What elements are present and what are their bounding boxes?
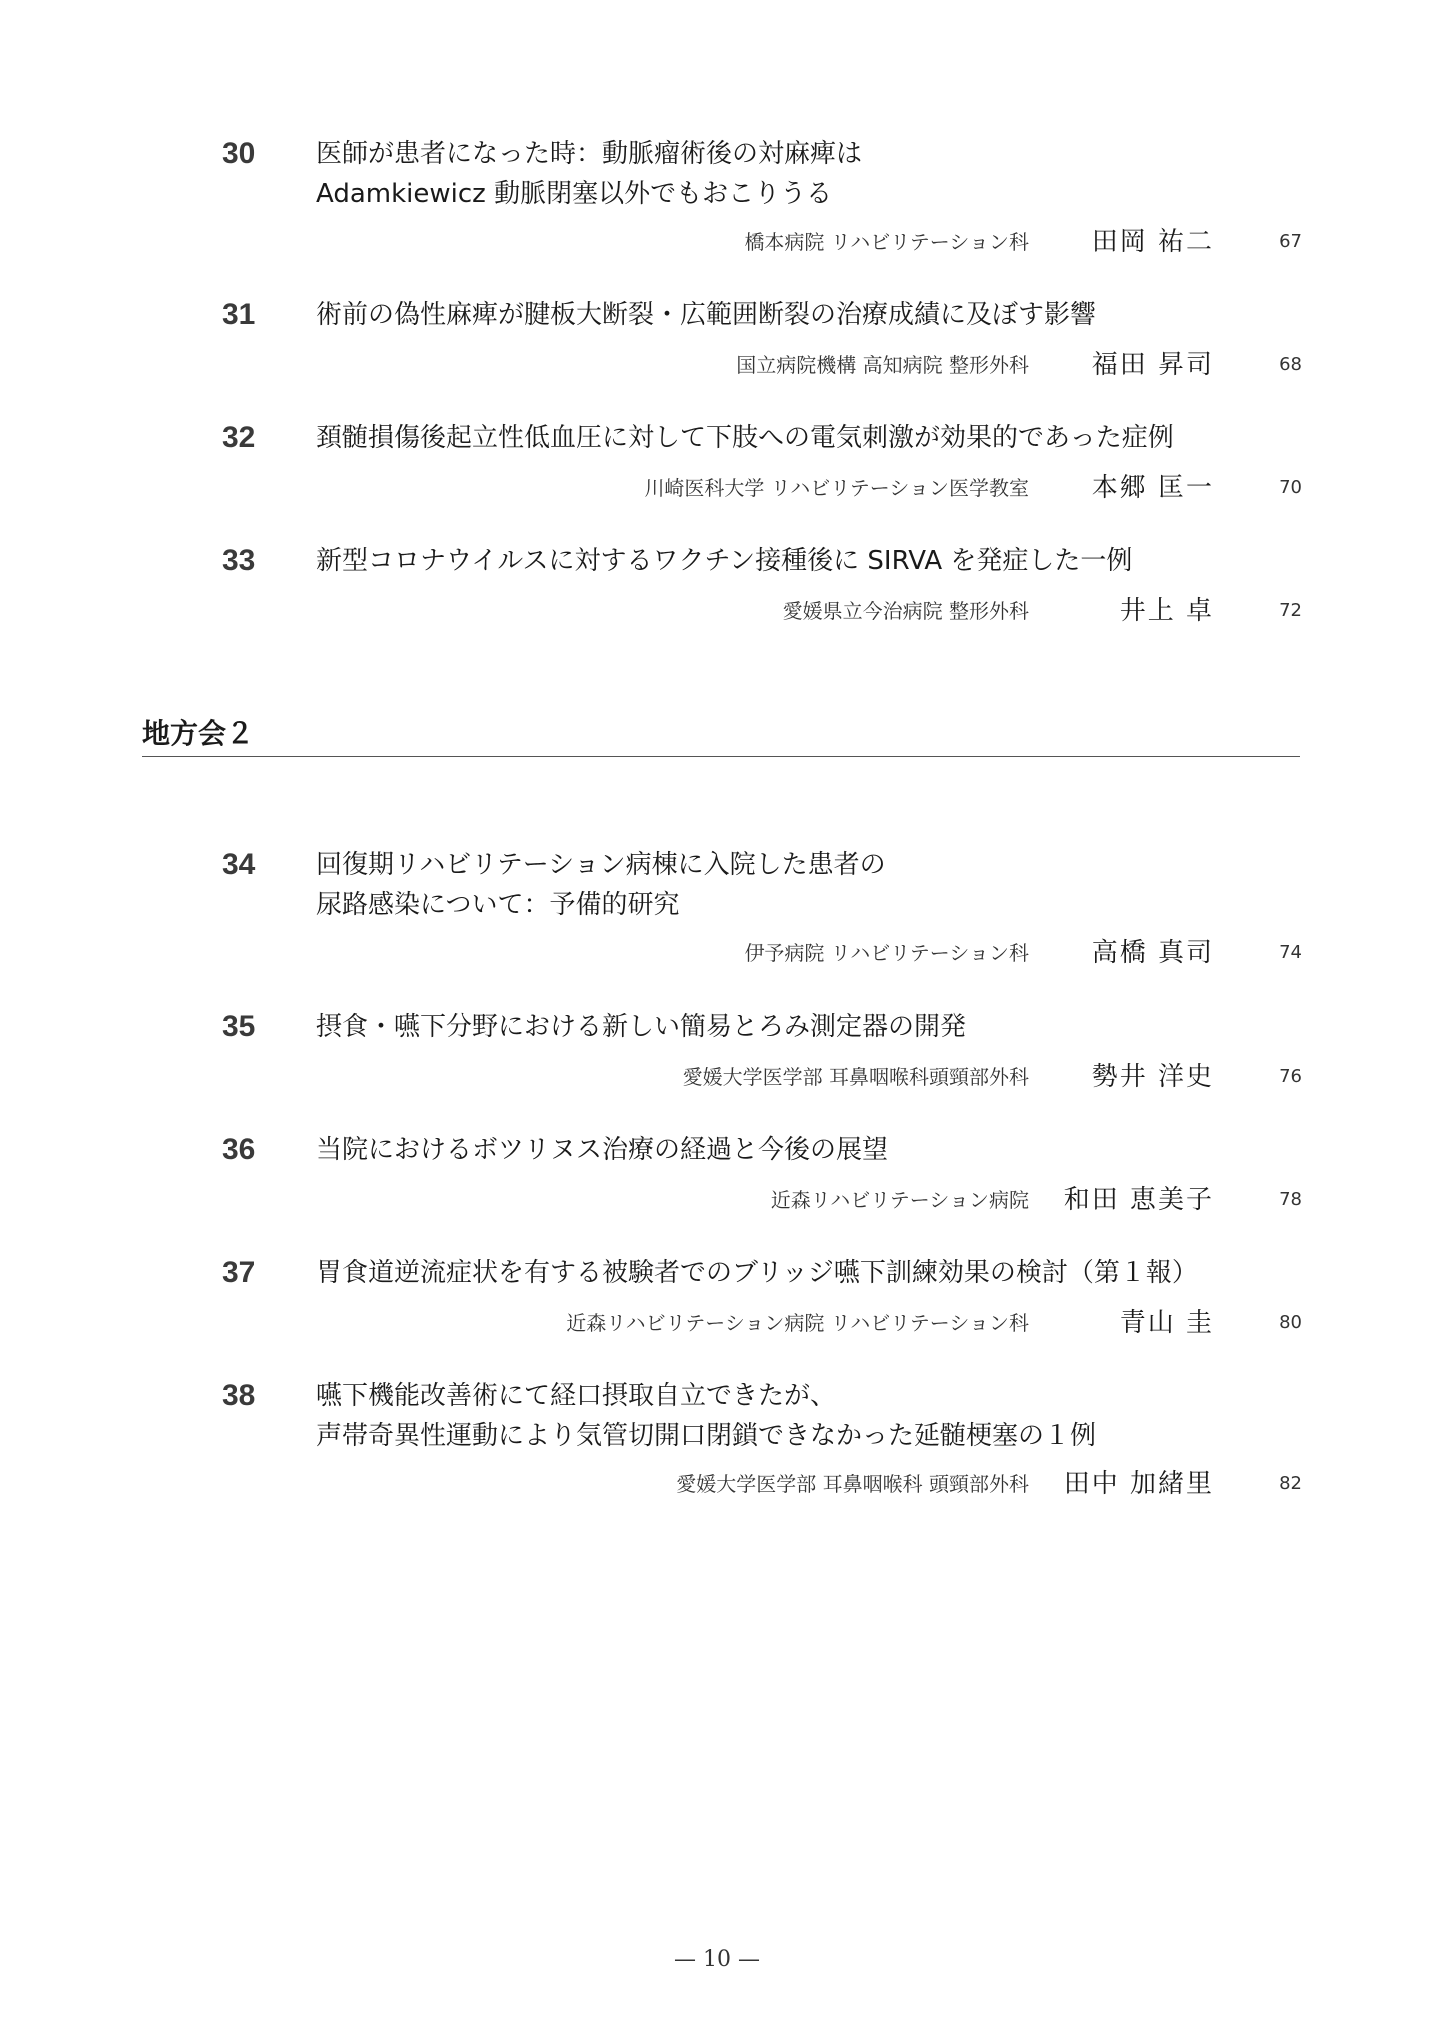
entry-title — [316, 1130, 1236, 1170]
entry-title-line: 頚髄損傷後起立性低血圧に対して下肢への電気刺激が効果的であった症例 — [316, 423, 1174, 453]
entry-number: 33 — [222, 544, 256, 577]
entry-meta — [0, 933, 1434, 973]
entry-author: 和田 恵美子 — [1063, 1185, 1214, 1215]
entry-author: 高橋 真司 — [1091, 938, 1214, 968]
entry-author: 青山 圭 — [1119, 1308, 1214, 1338]
entry-author: 田岡 祐二 — [1091, 227, 1214, 257]
entry-meta — [0, 1057, 1434, 1097]
entry-author: 本郷 匡一 — [1091, 473, 1214, 503]
entry-title — [316, 1007, 1236, 1047]
entry-meta — [0, 1303, 1434, 1343]
entry-title — [316, 845, 1236, 925]
entry-affiliation: 橋本病院 リハビリテーション科 — [744, 230, 1029, 254]
entry-title-line: 当院におけるボツリヌス治療の経過と今後の展望 — [316, 1135, 889, 1165]
entry-number: 31 — [222, 298, 256, 331]
entry-meta — [0, 468, 1434, 508]
entry-number: 34 — [222, 848, 256, 881]
entry-title-line: 嚥下機能改善術にて経口摂取自立できたが、 — [316, 1381, 837, 1411]
entry-title-line: 尿路感染について：予備的研究 — [316, 890, 680, 920]
entry-title-line: 声帯奇異性運動により気管切開口閉鎖できなかった延髄梗塞の１例 — [316, 1421, 1097, 1451]
entry-title — [316, 541, 1236, 581]
entry-title — [316, 295, 1236, 335]
entry-number: 30 — [222, 137, 256, 170]
entry-number: 32 — [222, 421, 256, 454]
entry-number: 35 — [222, 1010, 256, 1043]
entry-meta — [0, 1180, 1434, 1220]
entry-affiliation: 近森リハビリテーション病院 リハビリテーション科 — [566, 1311, 1029, 1335]
entry-page-number: 67 — [1279, 231, 1302, 252]
entry-page-number: 82 — [1279, 1473, 1302, 1494]
entry-title-line: 新型コロナウイルスに対するワクチン接種後に SIRVA を発症した一例 — [316, 546, 1133, 576]
entry-page-number: 80 — [1279, 1312, 1302, 1333]
entry-title — [316, 1376, 1236, 1456]
entry-page-number: 68 — [1279, 354, 1302, 375]
entry-title-line: Adamkiewicz 動脈閉塞以外でもおこりうる — [316, 179, 833, 209]
entry-title-line: 医師が患者になった時：動脈瘤術後の対麻痺は — [316, 139, 863, 169]
entry-page-number: 74 — [1279, 942, 1302, 963]
entry-title-line: 回復期リハビリテーション病棟に入院した患者の — [316, 850, 886, 880]
entry-meta — [0, 1464, 1434, 1504]
entry-number: 36 — [222, 1133, 256, 1166]
page-footer-number: — 10 — — [674, 1947, 760, 1972]
entry-author: 田中 加緒里 — [1063, 1469, 1214, 1499]
entry-affiliation: 愛媛県立今治病院 整形外科 — [782, 599, 1029, 623]
entry-affiliation: 伊予病院 リハビリテーション科 — [744, 941, 1029, 965]
entry-title-line: 術前の偽性麻痺が腱板大断裂・広範囲断裂の治療成績に及ぼす影響 — [316, 300, 1097, 330]
entry-title — [316, 418, 1236, 458]
section-divider — [142, 756, 1300, 757]
entry-page-number: 76 — [1279, 1066, 1302, 1087]
entry-affiliation: 近森リハビリテーション病院 — [770, 1188, 1029, 1212]
entry-affiliation: 国立病院機構 高知病院 整形外科 — [736, 353, 1029, 377]
entry-title-line: 摂食・嚥下分野における新しい簡易とろみ測定器の開発 — [316, 1012, 967, 1042]
entry-number: 38 — [222, 1379, 256, 1412]
entry-meta — [0, 222, 1434, 262]
entry-author: 福田 昇司 — [1091, 350, 1214, 380]
entry-meta — [0, 345, 1434, 385]
entry-title — [316, 1253, 1236, 1293]
entry-number: 37 — [222, 1256, 256, 1289]
entry-page-number: 70 — [1279, 477, 1302, 498]
entry-affiliation: 川崎医科大学 リハビリテーション医学教室 — [644, 476, 1029, 500]
entry-meta — [0, 591, 1434, 631]
entry-affiliation: 愛媛大学医学部 耳鼻咽喉科頭頸部外科 — [682, 1065, 1029, 1089]
entry-page-number: 72 — [1279, 600, 1302, 621]
entry-title — [316, 134, 1236, 214]
entry-author: 勢井 洋史 — [1091, 1062, 1214, 1092]
entry-author: 井上 卓 — [1119, 596, 1214, 626]
entry-page-number: 78 — [1279, 1189, 1302, 1210]
section-heading: 地方会２ — [142, 717, 255, 750]
entry-title-line: 胃食道逆流症状を有する被験者でのブリッジ嚥下訓練効果の検討（第１報） — [316, 1258, 1198, 1288]
entry-affiliation: 愛媛大学医学部 耳鼻咽喉科 頭頸部外科 — [676, 1472, 1029, 1496]
